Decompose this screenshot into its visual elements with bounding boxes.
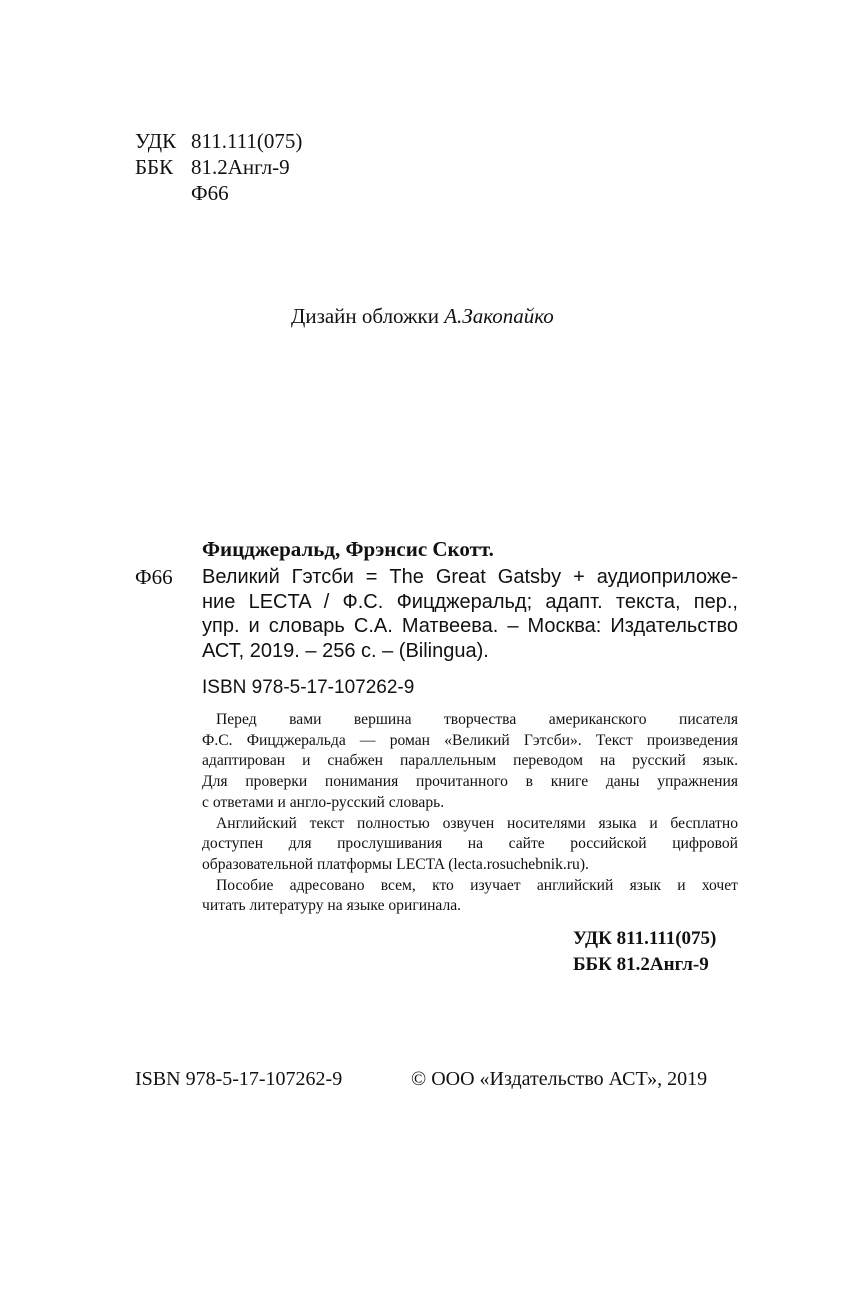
- annotation-line: Для проверки понимания прочитанного в книге даны упражнения: [202, 773, 738, 791]
- cover-designer-name: А.Закопайко: [444, 304, 554, 328]
- annotation-line: Ф.С. Фицджеральда — роман «Великий Гэтсби». Текст произведения: [202, 731, 738, 749]
- bbk-value: 81.2Англ-9: [191, 155, 290, 179]
- udk-line: [135, 128, 302, 154]
- description-line: упр. и словарь С.А. Матвеева. – Москва: Издательство: [202, 615, 738, 637]
- description-line: Великий Гэтсби = The Great Gatsby + аудиоприложе-: [202, 566, 738, 588]
- description-line: ние LECTA / Ф.С. Фицджеральд; адапт. текста, пер.,: [202, 590, 738, 613]
- record-isbn: ISBN 978-5-17-107262-9: [202, 677, 415, 698]
- annotation-line: образовательной платформы LECTA (lecta.rosuchebnik.ru).: [202, 855, 589, 873]
- bbk-code: ББК 81.2Англ-9: [573, 954, 709, 975]
- udk-label: УДК: [135, 129, 177, 153]
- bibliographic-description: [202, 565, 738, 663]
- udk-code: УДК 811.111(075): [573, 928, 717, 949]
- annotation-line: Пособие адресовано всем, кто изучает английский язык и хочет: [216, 876, 738, 894]
- copyright: © ООО «Издательство АСТ», 2019: [411, 1068, 708, 1090]
- annotation-line: Английский текст полностью озвучен носителями языка и бесплатно: [216, 814, 738, 832]
- annotation-line: с ответами и англо-русский словарь.: [202, 793, 445, 811]
- record-cipher: Ф66: [135, 565, 173, 589]
- annotation: [202, 710, 738, 917]
- cover-design-label: Дизайн обложки: [291, 304, 439, 328]
- bbk-label: ББК: [135, 155, 174, 179]
- author-mark: Ф66: [191, 181, 229, 205]
- cover-design-credit: [291, 304, 554, 329]
- footer-isbn: ISBN 978-5-17-107262-9: [135, 1068, 343, 1090]
- udk-value: 811.111(075): [191, 129, 303, 153]
- annotation-line: читать литературу на языке оригинала.: [202, 897, 462, 915]
- annotation-line: адаптирован и снабжен параллельным переводом на русский язык.: [202, 752, 738, 770]
- annotation-line: Перед вами вершина творчества американского писателя: [216, 711, 738, 728]
- description-line: АСТ, 2019. – 256 с. – (Bilingua).: [202, 639, 489, 662]
- bbk-line: [135, 154, 290, 180]
- annotation-line: доступен для прослушивания на сайте российской цифровой: [202, 835, 738, 853]
- author-heading: Фицджеральд, Фрэнсис Скотт.: [202, 537, 494, 561]
